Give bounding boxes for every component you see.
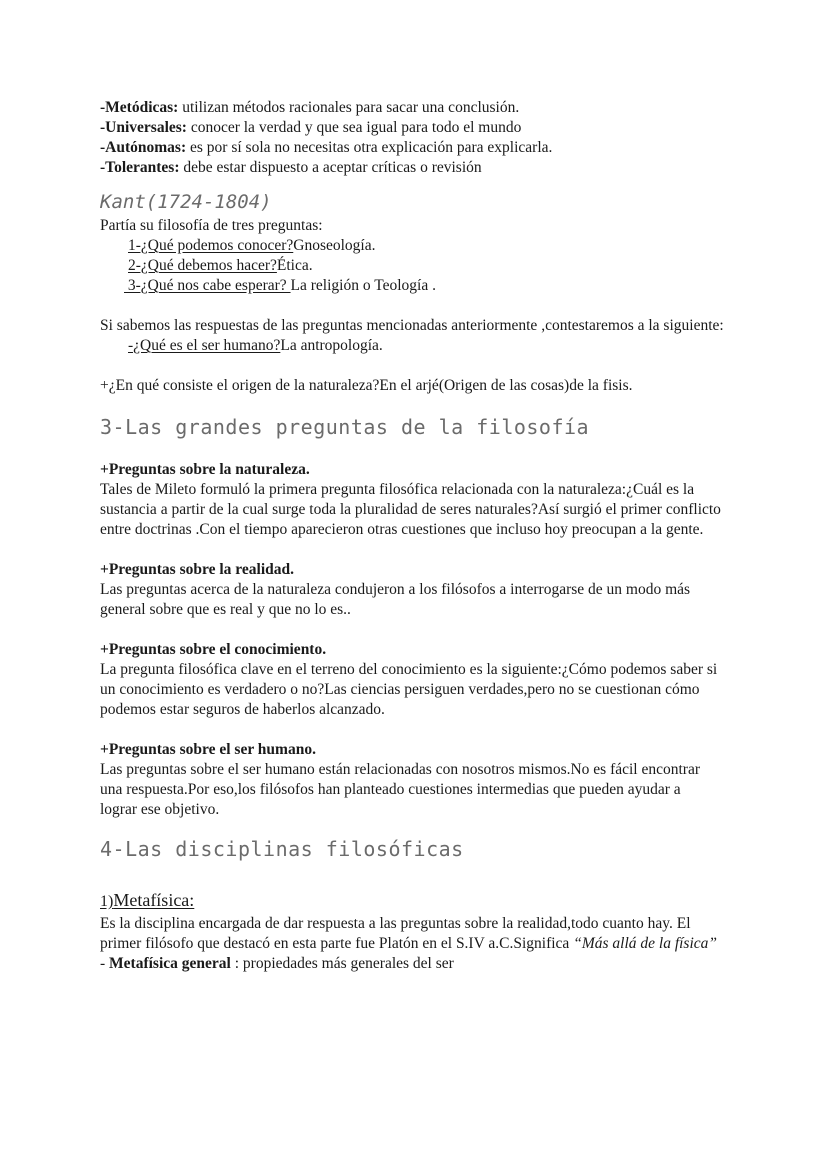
- section-3-heading: 3-Las grandes preguntas de la filosofía: [100, 415, 590, 439]
- origin-question: +¿En qué consiste el origen de la naturaleza?En el arjé(Origen de las cosas)de la fisis.: [100, 377, 633, 394]
- block-realidad: [100, 560, 740, 620]
- block-text: La pregunta filosófica clave en el terreno del conocimiento es la siguiente:¿Cómo podemos saber si un conocimiento es verdadero o no?Las ciencias persiguen verdades,pero no se cuestionan cómo podemos estar seguros de haberlos alcanzado.: [100, 661, 718, 718]
- kant-paragraph: Si sabemos las respuestas de las preguntas mencionadas anteriormente ,contestaremos a la siguiente:: [100, 317, 724, 334]
- metafisica-title: 1)Metafísica:: [100, 890, 195, 910]
- block-text: Las preguntas sobre el ser humano están relacionadas con nosotros mismos.No es fácil encontrar una respuesta.Por eso,los filósofos han planteado cuestiones intermedias que pueden ayudar a lograr ese objetivo.: [100, 761, 701, 818]
- criterion-autonomas: -Autónomas: es por sí sola no necesitas otra explicación para explicarla.: [100, 139, 553, 156]
- kant-intro: Partía su filosofía de tres preguntas:: [100, 217, 323, 234]
- section-4-heading: 4-Las disciplinas filosóficas: [100, 837, 464, 861]
- criterion-tolerantes: -Tolerantes: debe estar dispuesto a aceptar críticas o revisión: [100, 159, 482, 176]
- metafisica-general-item: - Metafísica general : propiedades más generales del ser: [100, 955, 454, 972]
- kant-question-3: 3-¿Qué nos cabe esperar? La religión o Teología .: [124, 277, 436, 294]
- block-title: +Preguntas sobre el ser humano.: [100, 741, 316, 758]
- criterion-metodicas: -Metódicas: utilizan métodos racionales para sacar una conclusión.: [100, 99, 520, 116]
- block-text: Las preguntas acerca de la naturaleza condujeron a los filósofos a interrogarse de un modo más general sobre que es real y que no lo es..: [100, 581, 691, 618]
- block-conocimiento: [100, 640, 740, 720]
- block-title: +Preguntas sobre la realidad.: [100, 561, 294, 578]
- block-title: +Preguntas sobre el conocimiento.: [100, 641, 327, 658]
- metafisica-text: Es la disciplina encargada de dar respuesta a las preguntas sobre la realidad,todo cuanto hay. El primer filósofo que destacó en esta parte fue Platón en el S.IV a.C.Significa “Más allá de la física”: [100, 915, 718, 952]
- block-naturaleza: [100, 460, 740, 540]
- block-title: +Preguntas sobre la naturaleza.: [100, 461, 310, 478]
- criterion-universales: -Universales: conocer la verdad y que sea igual para todo el mundo: [100, 119, 522, 136]
- block-text: Tales de Mileto formuló la primera pregunta filosófica relacionada con la naturaleza:¿Cuál es la sustancia a partir de la cual surge toda la pluralidad de seres naturales?Así surgió el primer conflicto entre doctrinas .Con el tiempo aparecieron otras cuestiones que incluso hoy preocupan a la gente.: [100, 481, 721, 538]
- kant-final-question: -¿Qué es el ser humano?La antropología.: [128, 337, 383, 354]
- kant-question-2: 2-¿Qué debemos hacer?Ética.: [128, 257, 313, 274]
- block-ser-humano: [100, 740, 740, 820]
- kant-question-1: 1-¿Qué podemos conocer?Gnoseología.: [128, 237, 376, 254]
- kant-heading: Kant(1724-1804): [100, 191, 272, 213]
- document-page: [100, 98, 740, 974]
